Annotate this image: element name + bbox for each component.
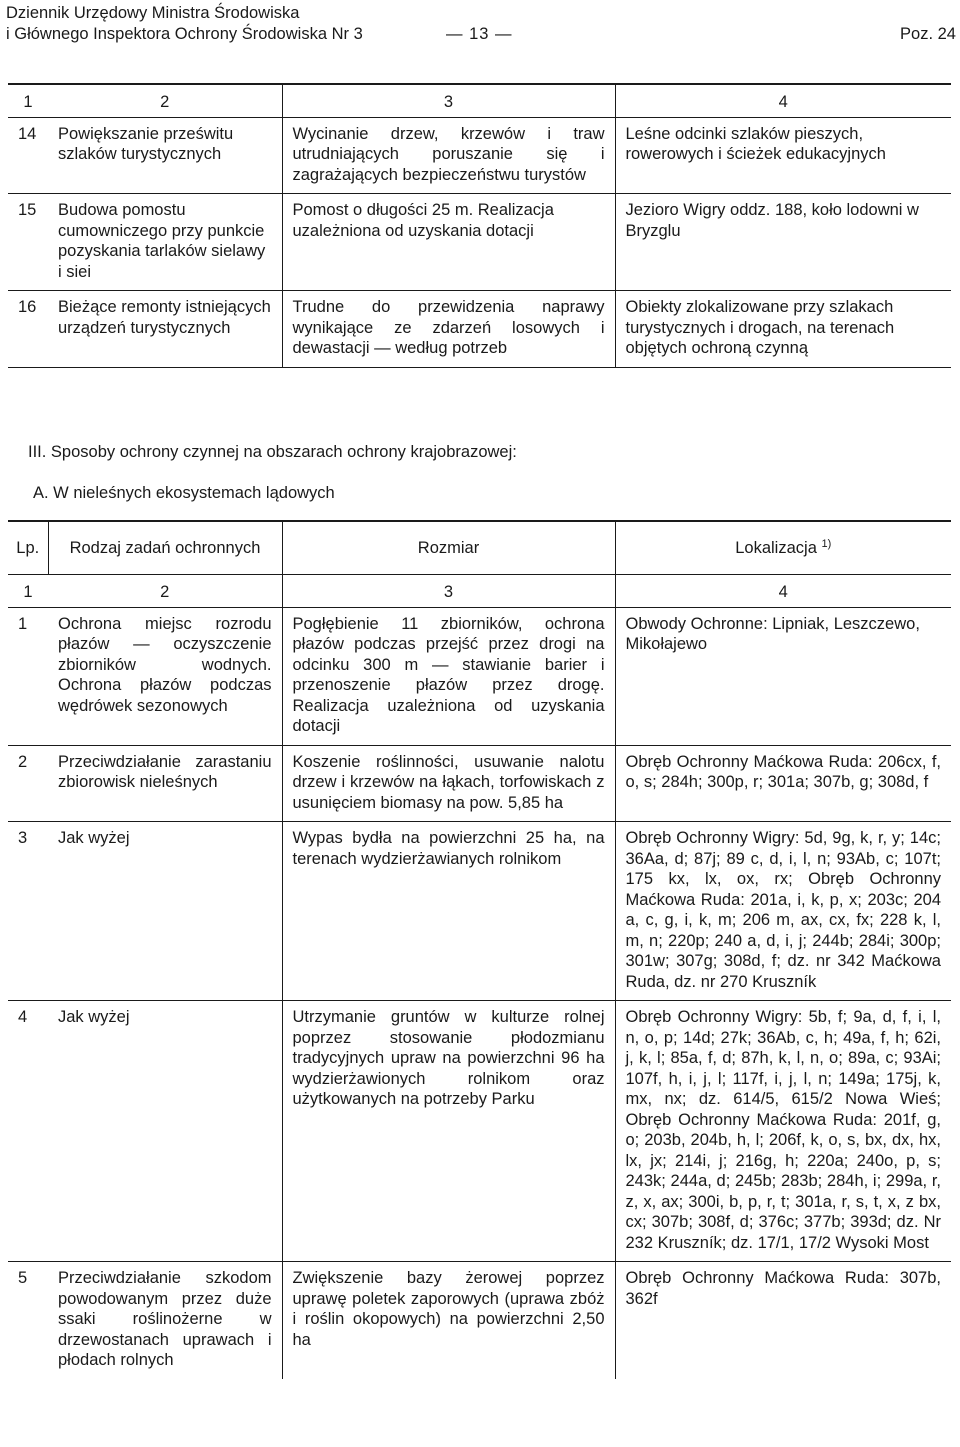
table-row <box>8 1001 951 1262</box>
column-number: 4 <box>615 84 951 117</box>
task-scope: Pogłębienie 11 zbiorników, ochrona płazów podczas przejść przez drogi na odcinku 300 m — stawianie barier i przenoszenie płazów przez drogę. Realizacja uzależniona od uzyskania dotacji <box>282 607 615 745</box>
row-lp: 2 <box>18 752 28 771</box>
column-number: 4 <box>615 575 951 608</box>
column-number: 1 <box>23 93 33 111</box>
task-scope: Trudne do przewidzenia naprawy wynikające ze zdarzeń losowych i dewastacji — według potrzeb <box>282 291 615 368</box>
row-lp: 15 <box>18 201 37 219</box>
task-type: Jak wyżej <box>58 1008 130 1026</box>
journal-title-line2: i Głównego Inspektora Ochrony Środowiska Nr 3 <box>6 25 363 43</box>
table-landscape-protection <box>8 520 951 1379</box>
task-type: Przeciwdziałanie szkodom powodowanym przez duże ssaki roślinożerne w drzewostanach uprawach i płodach rolnych <box>58 1269 272 1369</box>
column-number: 2 <box>160 583 170 601</box>
table-row <box>8 194 951 291</box>
table-row <box>8 291 951 368</box>
row-lp: 3 <box>18 829 28 847</box>
task-type: Powiększanie prześwitu szlaków turystycznych <box>58 124 234 163</box>
column-number: 3 <box>282 575 615 608</box>
table-row <box>8 607 951 745</box>
task-scope: Wypas bydła na powierzchni 25 ha, na terenach wydzierżawianych rolnikom <box>282 822 615 1001</box>
task-type: Bieżące remonty istniejących urządzeń turystycznych <box>58 298 271 337</box>
task-scope: Pomost o długości 25 m. Realizacja uzależniona od uzyskania dotacji <box>282 194 615 291</box>
table-header-row <box>8 521 951 575</box>
header-task-type: Rodzaj zadań ochronnych <box>48 521 282 575</box>
task-scope: Zwiększenie bazy żerowej poprzez uprawę poletek zaporowych (uprawa zbóż i roślin okopowych) na powierzchni 2,50 ha <box>282 1262 615 1379</box>
task-scope: Utrzymanie gruntów w kulturze rolnej poprzez stosowanie płodozmianu tradycyjnych upraw na powierzchni 96 ha wydzierżawionych rolnikom oraz użytkowanych na potrzeby Parku <box>282 1001 615 1262</box>
table-row <box>8 117 951 194</box>
task-location: Obwody Ochronne: Lipniak, Leszczewo, Mikołajewo <box>615 607 951 745</box>
journal-title-line1: Dziennik Urzędowy Ministra Środowiska <box>6 4 300 22</box>
table-row <box>8 822 951 1001</box>
task-location: Jezioro Wigry oddz. 188, koło lodowni w Bryzglu <box>615 194 951 291</box>
table-row <box>8 745 951 822</box>
row-lp: 14 <box>18 124 37 143</box>
header-location-label: Lokalizacja <box>735 538 817 557</box>
page-header <box>6 3 956 45</box>
task-location: Obręb Ochronny Wigry: 5d, 9g, k, r, y; 14c; 36Aa, d; 87j; 89 c, d, i, l, n; 93Ab, c; 107t; 175 kx, lx, ox, rx; Obręb Ochronny Maćkowa Ruda: 201a, i, k, p, x; 203c; 204 a, c, g, i, k, m; 206 m, ax, cx, fx; 228 k, l, m, n; 220p; 240 a, d, i, j; 244b; 284i; 300p; 301w; 307g; 308d, f; dz. nr 342 Maćkowa Ruda, dz. nr 270 Kruszník <box>615 822 951 1001</box>
task-location: Leśne odcinki szlaków pieszych, rowerowych i ścieżek edukacyjnych <box>615 117 951 194</box>
column-number: 2 <box>160 93 170 111</box>
table-row <box>8 1262 951 1379</box>
row-lp: 16 <box>18 298 37 316</box>
page-number: — 13 — <box>446 25 513 43</box>
task-location: Obręb Ochronny Maćkowa Ruda: 307b, 362f <box>615 1262 951 1379</box>
column-number-row <box>8 575 951 608</box>
task-type: Jak wyżej <box>58 829 130 847</box>
row-lp: 4 <box>18 1008 28 1026</box>
task-scope: Koszenie roślinności, usuwanie nalotu drzew i krzewów na łąkach, torfowiskach z usunięciem biomasy na pow. 5,85 ha <box>282 745 615 822</box>
subsection-heading: A. W nieleśnych ekosystemach lądowych <box>33 484 335 502</box>
table-tasks-continued <box>8 83 951 368</box>
footnote-marker: 1) <box>821 537 832 550</box>
task-location: Obręb Ochronny Wigry: 5b, f; 9a, d, f, i, l, n, o, p; 14d; 27k; 36Ab, c, h; 49a, f, h; 62i, j, k, l; 85a, f, d; 87h, k, l, n, o; 89a, c; 93Ai; 107f, h, i, j, l; 117f, i, j, l, n; 149a; 175j, k, mx, nx; dz. 614/5, 615/2 Nowa Wieś; Obręb Ochronny Maćkowa Ruda: 201f, g, o; 203b, 204b, h, l; 206f, k, o, s, bx, dx, hx, lx, jx; 214i, j; 216g, h; 220a; 240o, p, s; 243k; 244a, d; 245b; 283b; 284h, i; 299a, r, z, x, ax; 300i, b, p, r, t; 301a, r, s, t, x, z bx, cx; 307b; 308f, d; 376c; 377b; 393d; dz. Nr 232 Kruszník; dz. 17/1, 17/2 Wysoki Most <box>615 1001 951 1262</box>
task-location: Obręb Ochronny Maćkowa Ruda: 206cx, f, o, s; 284h; 300p, r; 301a; 307b, g; 308d, f <box>615 745 951 822</box>
header-location <box>615 521 951 575</box>
header-scope: Rozmiar <box>282 521 615 575</box>
section-heading: III. Sposoby ochrony czynnej na obszarach ochrony krajobrazowej: <box>28 443 517 461</box>
row-lp: 5 <box>18 1269 28 1287</box>
task-location: Obiekty zlokalizowane przy szlakach turystycznych i drogach, na terenach objętych ochroną czynną <box>615 291 951 368</box>
task-scope: Wycinanie drzew, krzewów i traw utrudniających poruszanie się i zagrażających bezpieczeństwu turystów <box>282 117 615 194</box>
header-lp: Lp. <box>16 538 40 557</box>
position-number: Poz. 24 <box>900 25 956 43</box>
task-type: Budowa pomostu cumowniczego przy punkcie pozyskania tarlaków sielawy i siei <box>58 201 266 281</box>
row-lp: 1 <box>18 614 28 633</box>
task-type: Ochrona miejsc rozrodu płazów — oczyszczenie zbiorników wodnych. Ochrona płazów podczas wędrówek sezonowych <box>58 614 272 715</box>
task-type: Przeciwdziałanie zarastaniu zbiorowisk nieleśnych <box>58 752 272 791</box>
column-number-row <box>8 84 951 117</box>
column-number: 3 <box>282 84 615 117</box>
column-number: 1 <box>23 583 33 601</box>
